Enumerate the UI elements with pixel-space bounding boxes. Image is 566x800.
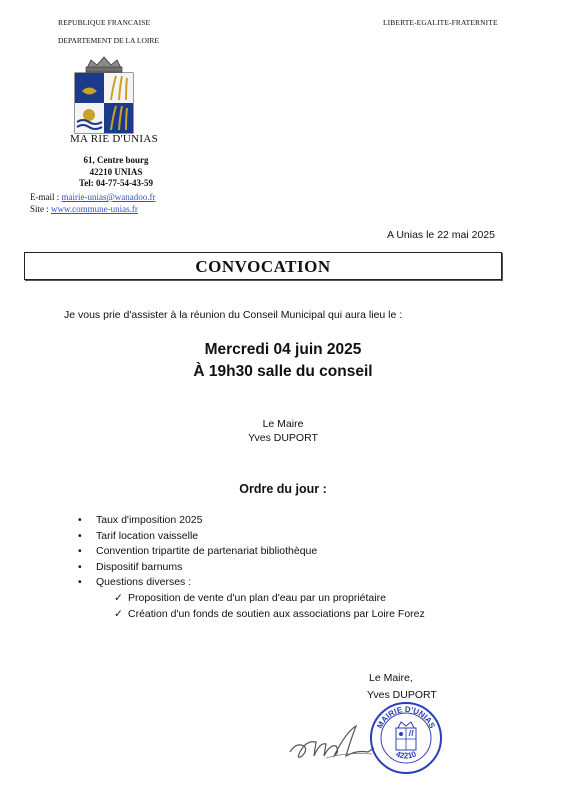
svg-text:42210: 42210	[394, 749, 418, 761]
bullet-icon: •	[78, 545, 82, 558]
mairie-name: MA RIE D'UNIAS	[69, 133, 159, 145]
svg-text:MAIRIE D'UNIAS: MAIRIE D'UNIAS	[375, 704, 437, 730]
site-link[interactable]: www.commune-unias.fr	[51, 204, 138, 214]
sub-items-list	[114, 591, 425, 622]
checkmark-icon: ✓	[114, 607, 123, 620]
signatory-title: Le Maire	[262, 418, 304, 430]
document-title: CONVOCATION	[195, 257, 331, 276]
bullet-icon: •	[78, 560, 82, 573]
agenda-item: • Dispositif barnums	[78, 560, 425, 576]
email-link[interactable]: mairie-unias@wanadoo.fr	[61, 192, 156, 202]
closing-signatory-title: Le Maire,	[369, 672, 413, 684]
checkmark-icon: ✓	[114, 591, 123, 604]
republique-francaise: REPUBLIQUE FRANCAISE	[58, 18, 151, 27]
mairie-stamp	[368, 700, 444, 776]
agenda-title: Ordre du jour :	[239, 482, 327, 496]
bullet-icon: •	[78, 514, 82, 526]
sub-item: ✓ Proposition de vente d'un plan d'eau par un propriétaire	[114, 591, 425, 607]
address-city: 42210 UNIAS	[89, 166, 143, 177]
signatory-name: Yves DUPORT	[248, 432, 318, 444]
address-phone: Tel: 04-77-54-43-59	[79, 178, 153, 188]
agenda-list	[78, 513, 425, 622]
agenda-item: • Taux d'imposition 2025	[78, 513, 425, 529]
meeting-time-place: À 19h30 salle du conseil	[193, 363, 373, 380]
coat-of-arms-logo	[73, 54, 135, 134]
closing-signatory-name: Yves DUPORT	[367, 689, 437, 701]
contacts-block	[30, 191, 156, 215]
devise: LIBERTE-EGALITE-FRATERNITE	[383, 18, 498, 27]
date-line: A Unias le 22 mai 2025	[387, 229, 495, 241]
address-street: 61, Centre bourg	[83, 155, 149, 165]
sub-item: ✓ Création d'un fonds de soutien aux associations par Loire Forez	[114, 607, 425, 623]
meeting-date: Mercredi 04 juin 2025	[204, 341, 362, 358]
title-box	[24, 252, 502, 280]
bullet-icon: •	[78, 576, 82, 589]
agenda-item: • Tarif location vaisselle	[78, 529, 425, 545]
site-label: Site :	[30, 204, 49, 214]
bullet-icon: •	[78, 529, 82, 542]
agenda-item: • Convention tripartite de partenariat bibliothèque	[78, 544, 425, 560]
handwritten-signature	[286, 712, 378, 764]
address-block	[66, 155, 166, 190]
departement: DEPARTEMENT DE LA LOIRE	[58, 36, 160, 45]
agenda-item: • Questions diverses :	[78, 575, 425, 591]
intro-sentence: Je vous prie d'assister à la réunion du Conseil Municipal qui aura lieu le :	[64, 309, 403, 321]
email-label: E-mail :	[30, 192, 60, 202]
